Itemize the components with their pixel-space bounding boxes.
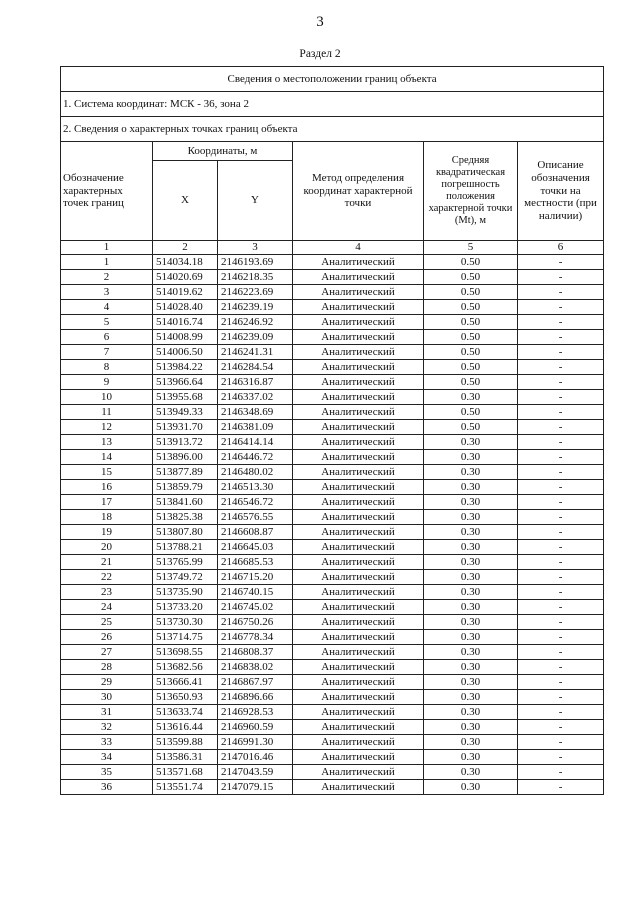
description-cell: - <box>518 660 604 675</box>
method-cell: Аналитический <box>293 720 424 735</box>
point-number: 18 <box>61 510 153 525</box>
error-cell: 0.30 <box>424 540 518 555</box>
coord-x: 513765.99 <box>153 555 218 570</box>
coord-y: 2146513.30 <box>218 480 293 495</box>
method-cell: Аналитический <box>293 285 424 300</box>
error-cell: 0.50 <box>424 405 518 420</box>
error-cell: 0.30 <box>424 750 518 765</box>
coord-y: 2146838.02 <box>218 660 293 675</box>
coord-y: 2146381.09 <box>218 420 293 435</box>
table-row <box>61 285 604 300</box>
coord-x: 514034.18 <box>153 255 218 270</box>
method-cell: Аналитический <box>293 735 424 750</box>
description-cell: - <box>518 540 604 555</box>
description-cell: - <box>518 585 604 600</box>
method-cell: Аналитический <box>293 255 424 270</box>
coord-x: 513896.00 <box>153 450 218 465</box>
description-cell: - <box>518 405 604 420</box>
method-cell: Аналитический <box>293 750 424 765</box>
coord-x: 514020.69 <box>153 270 218 285</box>
description-cell: - <box>518 765 604 780</box>
method-cell: Аналитический <box>293 315 424 330</box>
table-row <box>61 345 604 360</box>
coord-y: 2146241.31 <box>218 345 293 360</box>
error-cell: 0.30 <box>424 510 518 525</box>
point-number: 10 <box>61 390 153 405</box>
error-cell: 0.30 <box>424 390 518 405</box>
table-row <box>61 510 604 525</box>
coord-x: 513682.56 <box>153 660 218 675</box>
coord-y: 2146414.14 <box>218 435 293 450</box>
error-cell: 0.50 <box>424 360 518 375</box>
point-number: 30 <box>61 690 153 705</box>
header-coordinates: Координаты, м <box>153 142 293 161</box>
description-cell: - <box>518 360 604 375</box>
coord-y: 2146239.09 <box>218 330 293 345</box>
method-cell: Аналитический <box>293 420 424 435</box>
error-cell: 0.30 <box>424 585 518 600</box>
coord-x: 513859.79 <box>153 480 218 495</box>
error-cell: 0.50 <box>424 300 518 315</box>
point-number: 27 <box>61 645 153 660</box>
description-cell: - <box>518 390 604 405</box>
table-row <box>61 765 604 780</box>
method-cell: Аналитический <box>293 765 424 780</box>
description-cell: - <box>518 750 604 765</box>
coord-x: 513586.31 <box>153 750 218 765</box>
method-cell: Аналитический <box>293 630 424 645</box>
description-cell: - <box>518 465 604 480</box>
method-cell: Аналитический <box>293 480 424 495</box>
description-cell: - <box>518 480 604 495</box>
coord-x: 513825.38 <box>153 510 218 525</box>
coord-y: 2146608.87 <box>218 525 293 540</box>
coord-y: 2146239.19 <box>218 300 293 315</box>
table-row <box>61 300 604 315</box>
point-number: 8 <box>61 360 153 375</box>
coord-x: 513807.80 <box>153 525 218 540</box>
error-cell: 0.30 <box>424 645 518 660</box>
table-row <box>61 645 604 660</box>
table-row <box>61 480 604 495</box>
coord-x: 513931.70 <box>153 420 218 435</box>
coord-y: 2146991.30 <box>218 735 293 750</box>
point-number: 32 <box>61 720 153 735</box>
point-number: 22 <box>61 570 153 585</box>
point-number: 16 <box>61 480 153 495</box>
description-cell: - <box>518 645 604 660</box>
column-number: 2 <box>153 241 218 255</box>
method-cell: Аналитический <box>293 525 424 540</box>
point-number: 21 <box>61 555 153 570</box>
description-cell: - <box>518 555 604 570</box>
description-cell: - <box>518 690 604 705</box>
method-cell: Аналитический <box>293 690 424 705</box>
description-cell: - <box>518 570 604 585</box>
table-row <box>61 540 604 555</box>
coord-y: 2146337.02 <box>218 390 293 405</box>
table-row <box>61 570 604 585</box>
error-cell: 0.30 <box>424 525 518 540</box>
description-cell: - <box>518 435 604 450</box>
header-error: Средняя квадратическая погрешность положения характерной точки (Mt), м <box>424 142 518 241</box>
error-cell: 0.30 <box>424 720 518 735</box>
error-cell: 0.50 <box>424 375 518 390</box>
method-cell: Аналитический <box>293 675 424 690</box>
point-number: 25 <box>61 615 153 630</box>
table-row <box>61 390 604 405</box>
description-cell: - <box>518 495 604 510</box>
table-row <box>61 525 604 540</box>
error-cell: 0.30 <box>424 690 518 705</box>
method-cell: Аналитический <box>293 300 424 315</box>
method-cell: Аналитический <box>293 345 424 360</box>
method-cell: Аналитический <box>293 645 424 660</box>
coord-x: 513698.55 <box>153 645 218 660</box>
point-number: 9 <box>61 375 153 390</box>
column-number: 5 <box>424 241 518 255</box>
error-cell: 0.50 <box>424 285 518 300</box>
error-cell: 0.30 <box>424 450 518 465</box>
description-cell: - <box>518 420 604 435</box>
point-number: 19 <box>61 525 153 540</box>
method-cell: Аналитический <box>293 555 424 570</box>
point-number: 15 <box>61 465 153 480</box>
table-row <box>61 465 604 480</box>
table-row <box>61 330 604 345</box>
page-number: 3 <box>316 14 324 30</box>
description-cell: - <box>518 615 604 630</box>
error-cell: 0.50 <box>424 270 518 285</box>
coord-y: 2146316.87 <box>218 375 293 390</box>
table-row <box>61 450 604 465</box>
coordinate-system: 1. Система координат: МСК - 36, зона 2 <box>61 92 604 117</box>
point-number: 35 <box>61 765 153 780</box>
points-heading: 2. Сведения о характерных точках границ объекта <box>61 117 604 142</box>
table-row <box>61 675 604 690</box>
coord-x: 513877.89 <box>153 465 218 480</box>
error-cell: 0.30 <box>424 660 518 675</box>
point-number: 3 <box>61 285 153 300</box>
coord-y: 2147079.15 <box>218 780 293 795</box>
coord-x: 513949.33 <box>153 405 218 420</box>
error-cell: 0.30 <box>424 600 518 615</box>
coord-x: 513735.90 <box>153 585 218 600</box>
error-cell: 0.30 <box>424 780 518 795</box>
coord-y: 2146446.72 <box>218 450 293 465</box>
method-cell: Аналитический <box>293 495 424 510</box>
description-cell: - <box>518 630 604 645</box>
point-number: 12 <box>61 420 153 435</box>
method-cell: Аналитический <box>293 510 424 525</box>
description-cell: - <box>518 300 604 315</box>
error-cell: 0.30 <box>424 435 518 450</box>
table-row <box>61 360 604 375</box>
table-title: Сведения о местоположении границ объекта <box>61 67 604 92</box>
coord-x: 513616.44 <box>153 720 218 735</box>
description-cell: - <box>518 735 604 750</box>
method-cell: Аналитический <box>293 270 424 285</box>
table-row <box>61 735 604 750</box>
method-cell: Аналитический <box>293 615 424 630</box>
table-row <box>61 660 604 675</box>
coord-y: 2146896.66 <box>218 690 293 705</box>
coord-x: 513955.68 <box>153 390 218 405</box>
point-number: 1 <box>61 255 153 270</box>
method-cell: Аналитический <box>293 600 424 615</box>
coord-x: 513966.64 <box>153 375 218 390</box>
coord-x: 513571.68 <box>153 765 218 780</box>
point-number: 13 <box>61 435 153 450</box>
point-number: 34 <box>61 750 153 765</box>
coord-y: 2147043.59 <box>218 765 293 780</box>
error-cell: 0.30 <box>424 735 518 750</box>
coord-y: 2146808.37 <box>218 645 293 660</box>
point-number: 14 <box>61 450 153 465</box>
coord-x: 513714.75 <box>153 630 218 645</box>
coord-x: 513599.88 <box>153 735 218 750</box>
method-cell: Аналитический <box>293 585 424 600</box>
boundary-points-table <box>60 66 604 795</box>
description-cell: - <box>518 720 604 735</box>
coord-y: 2146576.55 <box>218 510 293 525</box>
coord-x: 514006.50 <box>153 345 218 360</box>
description-cell: - <box>518 345 604 360</box>
point-number: 5 <box>61 315 153 330</box>
method-cell: Аналитический <box>293 540 424 555</box>
point-number: 20 <box>61 540 153 555</box>
table-row <box>61 780 604 795</box>
coord-x: 514016.74 <box>153 315 218 330</box>
point-number: 26 <box>61 630 153 645</box>
table-row <box>61 270 604 285</box>
error-cell: 0.50 <box>424 255 518 270</box>
description-cell: - <box>518 330 604 345</box>
description-cell: - <box>518 285 604 300</box>
header-x: X <box>153 161 218 241</box>
coord-y: 2146928.53 <box>218 705 293 720</box>
header-point-designation: Обозначение характерных точек границ <box>61 142 153 241</box>
table-row <box>61 630 604 645</box>
table-row <box>61 315 604 330</box>
coord-x: 513551.74 <box>153 780 218 795</box>
coord-x: 513633.74 <box>153 705 218 720</box>
table-row <box>61 420 604 435</box>
coord-y: 2146778.34 <box>218 630 293 645</box>
table-row <box>61 705 604 720</box>
table-row <box>61 555 604 570</box>
point-number: 36 <box>61 780 153 795</box>
coord-y: 2146745.02 <box>218 600 293 615</box>
point-number: 24 <box>61 600 153 615</box>
coord-x: 513913.72 <box>153 435 218 450</box>
error-cell: 0.30 <box>424 495 518 510</box>
point-number: 7 <box>61 345 153 360</box>
method-cell: Аналитический <box>293 405 424 420</box>
point-number: 2 <box>61 270 153 285</box>
point-number: 31 <box>61 705 153 720</box>
header-method: Метод определения координат характерной точки <box>293 142 424 241</box>
method-cell: Аналитический <box>293 435 424 450</box>
method-cell: Аналитический <box>293 660 424 675</box>
error-cell: 0.50 <box>424 345 518 360</box>
point-number: 17 <box>61 495 153 510</box>
coord-x: 514028.40 <box>153 300 218 315</box>
method-cell: Аналитический <box>293 465 424 480</box>
coord-y: 2146645.03 <box>218 540 293 555</box>
column-numbers-row <box>61 241 604 255</box>
coord-y: 2146750.26 <box>218 615 293 630</box>
table-row <box>61 405 604 420</box>
method-cell: Аналитический <box>293 360 424 375</box>
table-row <box>61 255 604 270</box>
error-cell: 0.50 <box>424 420 518 435</box>
coord-y: 2146223.69 <box>218 285 293 300</box>
description-cell: - <box>518 705 604 720</box>
description-cell: - <box>518 255 604 270</box>
coord-y: 2146480.02 <box>218 465 293 480</box>
description-cell: - <box>518 270 604 285</box>
error-cell: 0.50 <box>424 315 518 330</box>
description-cell: - <box>518 315 604 330</box>
point-number: 11 <box>61 405 153 420</box>
coord-y: 2146960.59 <box>218 720 293 735</box>
table-row <box>61 435 604 450</box>
description-cell: - <box>518 450 604 465</box>
table-row <box>61 720 604 735</box>
error-cell: 0.30 <box>424 480 518 495</box>
coord-y: 2146546.72 <box>218 495 293 510</box>
method-cell: Аналитический <box>293 450 424 465</box>
point-number: 29 <box>61 675 153 690</box>
method-cell: Аналитический <box>293 375 424 390</box>
error-cell: 0.50 <box>424 330 518 345</box>
description-cell: - <box>518 780 604 795</box>
coord-y: 2146193.69 <box>218 255 293 270</box>
coord-x: 513730.30 <box>153 615 218 630</box>
coord-y: 2146246.92 <box>218 315 293 330</box>
coord-x: 513650.93 <box>153 690 218 705</box>
table-row <box>61 690 604 705</box>
error-cell: 0.30 <box>424 465 518 480</box>
coord-x: 514019.62 <box>153 285 218 300</box>
method-cell: Аналитический <box>293 390 424 405</box>
header-y: Y <box>218 161 293 241</box>
table-row <box>61 750 604 765</box>
table-row <box>61 600 604 615</box>
column-number: 1 <box>61 241 153 255</box>
description-cell: - <box>518 510 604 525</box>
coord-y: 2146715.20 <box>218 570 293 585</box>
coord-y: 2146348.69 <box>218 405 293 420</box>
method-cell: Аналитический <box>293 780 424 795</box>
method-cell: Аналитический <box>293 705 424 720</box>
coord-x: 513666.41 <box>153 675 218 690</box>
point-number: 23 <box>61 585 153 600</box>
point-number: 28 <box>61 660 153 675</box>
description-cell: - <box>518 525 604 540</box>
coord-x: 514008.99 <box>153 330 218 345</box>
coord-x: 513788.21 <box>153 540 218 555</box>
error-cell: 0.30 <box>424 630 518 645</box>
coord-x: 513749.72 <box>153 570 218 585</box>
coord-x: 513841.60 <box>153 495 218 510</box>
coord-y: 2146284.54 <box>218 360 293 375</box>
coord-y: 2146740.15 <box>218 585 293 600</box>
error-cell: 0.30 <box>424 765 518 780</box>
coord-y: 2147016.46 <box>218 750 293 765</box>
table-row <box>61 615 604 630</box>
column-number: 6 <box>518 241 604 255</box>
error-cell: 0.30 <box>424 705 518 720</box>
header-description: Описание обозначения точки на местности (при наличии) <box>518 142 604 241</box>
error-cell: 0.30 <box>424 570 518 585</box>
coord-y: 2146685.53 <box>218 555 293 570</box>
method-cell: Аналитический <box>293 330 424 345</box>
column-number: 3 <box>218 241 293 255</box>
table-row <box>61 375 604 390</box>
point-number: 33 <box>61 735 153 750</box>
column-number: 4 <box>293 241 424 255</box>
error-cell: 0.30 <box>424 615 518 630</box>
coord-x: 513733.20 <box>153 600 218 615</box>
method-cell: Аналитический <box>293 570 424 585</box>
coord-y: 2146218.35 <box>218 270 293 285</box>
point-number: 6 <box>61 330 153 345</box>
error-cell: 0.30 <box>424 555 518 570</box>
description-cell: - <box>518 675 604 690</box>
description-cell: - <box>518 375 604 390</box>
section-title: Раздел 2 <box>299 48 341 60</box>
coord-y: 2146867.97 <box>218 675 293 690</box>
table-row <box>61 495 604 510</box>
table-row <box>61 585 604 600</box>
description-cell: - <box>518 600 604 615</box>
error-cell: 0.30 <box>424 675 518 690</box>
coord-x: 513984.22 <box>153 360 218 375</box>
point-number: 4 <box>61 300 153 315</box>
